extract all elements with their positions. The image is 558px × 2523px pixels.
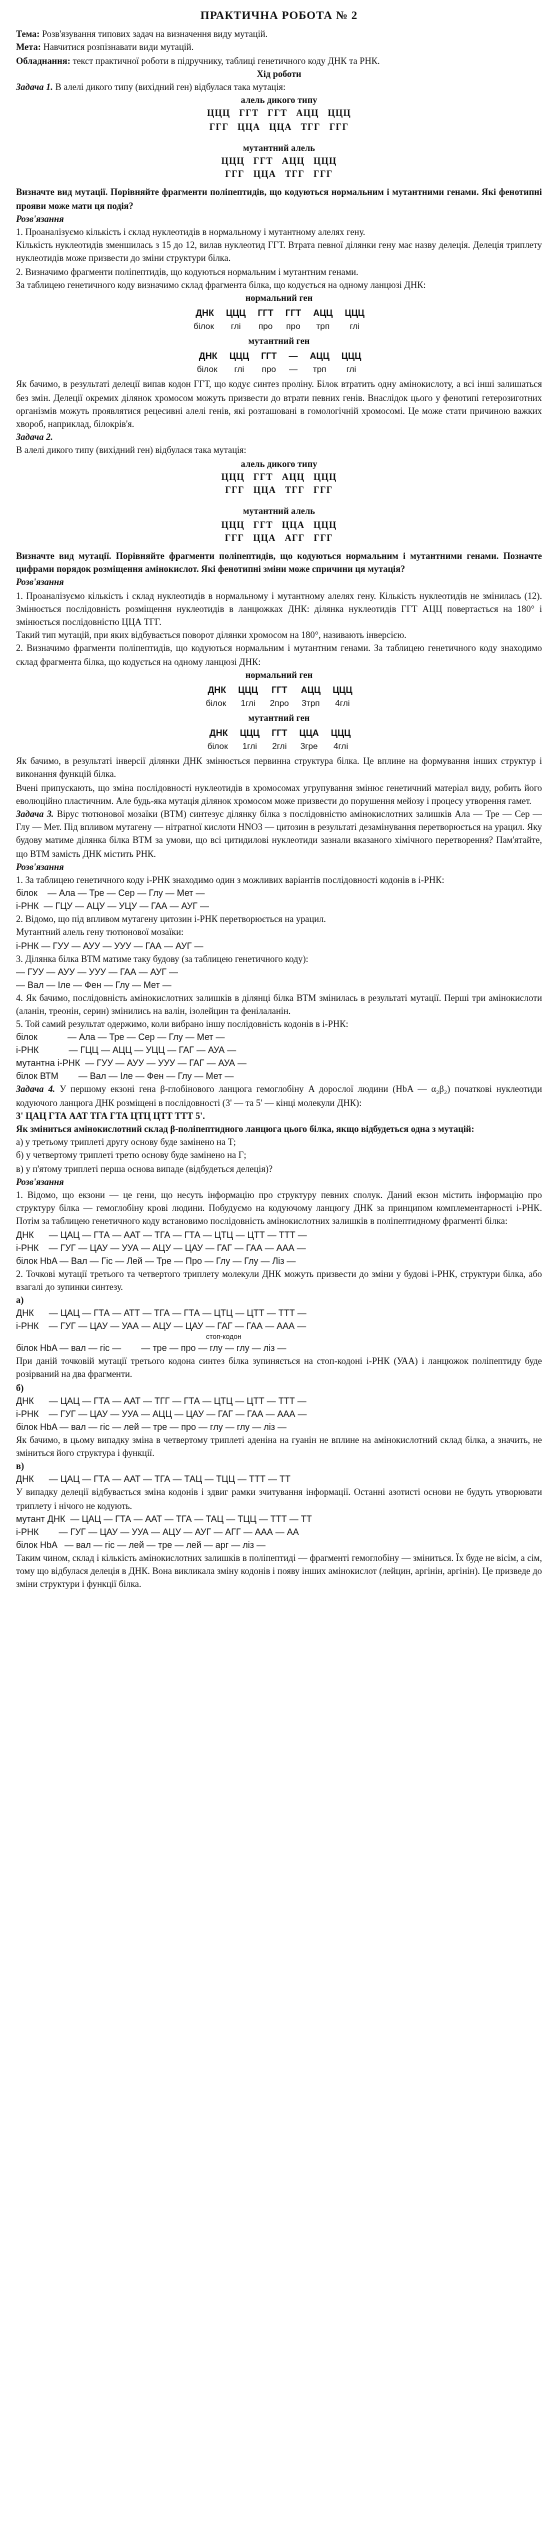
amino-acid: 4глі — [335, 697, 350, 708]
task3-row-aminoacids: — Вал — Іле — Фен — Глу — Мет — — [16, 979, 172, 990]
codon: ЦЦЦ — [225, 308, 246, 319]
task2-wild-top: ЦЦЦ ГГТ АЦЦ ЦЦЦ — [221, 471, 337, 482]
task1-mut-bottom: ГГГ ЦЦА ТГГ ГГГ — [225, 169, 333, 180]
task2-mut-top: ЦЦЦ ГГТ ЦЦА ЦЦЦ — [221, 519, 337, 530]
task3-step2: 2. Відомо, що під впливом мутагену цитозин і-РНК перетворюється на урацил. — [16, 914, 326, 925]
task1-conclusion: Як бачимо, в результаті делеції випав кодон ГГТ, що кодує синтез проліну. Білок втратить одну амінокислоту, а всі інші залишаться без змін. Делеції окремих ділянок хромосом можуть призвести до втрати певних генів. Внаслідок цього у фенотипі гетерозиготних організмів можуть проявлятися рецесивні алелі генів, які розташовані в гомологічній хромосомі. Це може стати причиною важких хвороб, наприклад, білокрів'я. — [16, 379, 542, 430]
amino-acid: про — [258, 321, 273, 332]
codon: ЦЦЦ — [330, 728, 351, 739]
task4-b-text: Як бачимо, в цьому випадку зміна в четвертому триплеті аденіна на гуанін не вплине на амінокислотний склад білка, а значить, не зміниться його структура і функції. — [16, 1434, 542, 1459]
codon: ЦЦЦ — [238, 684, 258, 695]
task2-wild-label: алель дикого типу — [240, 458, 318, 469]
amino-acid: трп — [316, 321, 330, 332]
task3-step2b: Мутантний алель гену тютюнової мозаїки: — [16, 927, 184, 938]
codon: ГГТ — [257, 308, 274, 319]
task2-statement — [16, 431, 542, 444]
task1-mut-table — [191, 350, 367, 376]
task4-c-label: в) — [16, 1461, 25, 1472]
equip-line — [16, 55, 542, 68]
task1-label: Задача 1. — [16, 82, 53, 93]
task2-mut-label: мутантний алель — [243, 506, 315, 517]
task1-wild-top: ЦЦЦ ГГТ ГГТ АЦЦ ЦЦЦ — [206, 108, 352, 119]
amino-acid: 1глі — [242, 741, 258, 752]
codon: ГГТ — [261, 351, 277, 362]
dna-label: ДНК — [198, 351, 218, 362]
goal-label: Мета: — [16, 42, 41, 53]
task4-qb: б) у четвертому триплеті третю основу буде замінено на Г; — [16, 1150, 247, 1161]
codon: АЦЦ — [300, 684, 321, 695]
amino-acid: глі — [234, 364, 245, 375]
task2-normal-table — [200, 684, 359, 710]
task4-a-dna: ДНК — ЦАЦ — ГТА — АТТ — ТГА — ГТА — ЦТЦ — ЦТТ — ТТТ — — [16, 1308, 307, 1319]
task4-c-protein: білок HbA — вал — гіс — лей — тре — лей — арг — ліз — — [16, 1539, 266, 1550]
amino-acid: про — [261, 364, 277, 375]
task3-row-codons: — ГУУ — АУУ — УУУ — ГАА — АУГ — — [16, 966, 178, 977]
task4-sequence: 3' ЦАЦ ГТА ААТ ТГА ГТА ЦТЦ ЦТТ ТТТ 5'. — [16, 1110, 205, 1121]
task2-question: Визначте вид мутації. Порівняйте фрагменти поліпептидів, що кодуються нормальним і мутантними генами. Позначте цифрами порядок розміщення амінокислот. Які фенотипні зміни може спричини ця мутація? — [16, 550, 542, 575]
task3-step4: 4. Як бачимо, послідовність амінокислотних залишків в ділянці білка ВТМ змінилась в результаті мутації. Перші три амінокислоти (аланін, треонін, серин) змінились на валін, ізолейцин та фенілаланін. — [16, 992, 542, 1016]
topic-line — [16, 28, 542, 41]
task1-normal-label: нормальний ген — [245, 293, 313, 304]
amino-acid: 2про — [269, 697, 289, 708]
task3-row-alt-protein: білок — Ала — Тре — Сер — Глу — Мет — — [16, 1032, 225, 1043]
codon: ЦЦЦ — [344, 308, 365, 319]
task4-qa: а) у третьому триплеті другу основу буде замінено на Т; — [16, 1137, 236, 1148]
task3-step5: 5. Той самий результат одержимо, коли вибрано іншу послідовність кодонів в і-РНК: — [16, 1019, 349, 1030]
task4-qc: в) у п'ятому триплеті перша основа випаде (відбудеться делеція)? — [16, 1163, 273, 1174]
task4-b-protein: білок HbA — вал — гіс — лей — тре — про — глу — глу — ліз — — [16, 1421, 287, 1432]
dna-label: ДНК — [195, 308, 214, 319]
task4-statement — [16, 1083, 542, 1109]
task3-step3: 3. Ділянка білка ВТМ матиме таку будову (за таблицею генетичного коду): — [16, 953, 309, 964]
dna-label: ДНК — [207, 684, 227, 695]
task4-text: У першому екзоні гена β-глобінового ланцюга гемоглобіну A дорослої людини (HbA — α₂β₂) початкові нуклеотиди кодуючого ланцюга ДНК розміщені в послідовності (3' — та 5' — кінці молекули ДНК): — [16, 1084, 543, 1108]
task3-label: Задача 3. — [16, 808, 54, 819]
task1-wild-label: алель дикого типу — [240, 95, 318, 106]
task2-mut-gene-label: мутантний ген — [248, 712, 310, 723]
task4-a-text: При даній точковій мутації третього кодона синтез білка зупиняється на стоп-кодоні і-РНК (УАА) і ланцюжок поліпептиду буде розірваний на два фрагменти. — [16, 1356, 542, 1380]
codon: АЦЦ — [309, 351, 330, 362]
task2-text: В алелі дикого типу (вихідний ген) відбулася така мутація: — [16, 445, 247, 456]
task3-row-alt-mut-rna: мутантна і-РНК — ГУУ — АУУ — УУУ — ГАГ — АУА — — [16, 1058, 247, 1069]
task4-row-protein: білок HbA — Вал — Гіс — Лей — Тре — Про — Глу — Глу — Ліз — — [16, 1255, 296, 1266]
task2-conclusion2: Вчені припускають, що зміна послідовності нуклеотидів в хромосомах угрупування змінює генетичний матеріал виду, робить його еволюційно пластичним. Але будь-яка мутація ділянок хромосом може призвести до порушення мейозу і процесу утворення гамет. — [16, 782, 542, 806]
task4-final: Таким чином, склад і кількість амінокислотних залишків в поліпептиді — фрагменті гемоглобіну — зміниться. Їх буде не вісім, а сім, тому що відбулася делеція в ДНК. Вона викликала зміну кодонів і появу інших амінокислот (лейцин, аргінін, аргінін). Це призведе до зміни структури і функції білка. — [16, 1552, 542, 1590]
task2-step2: 2. Визначимо фрагменти поліпептидів, що кодуються нормальним і мутантним генами. За таблицею генетичного коду знаходимо склад фрагмента білка, що кодується на одному ланцюзі ДНК: — [16, 643, 542, 667]
task3-row-rna: і-РНК — ГЦУ — АЦУ — УЦУ — ГАА — АУГ — — [16, 901, 209, 912]
amino-acid: глі — [230, 321, 241, 332]
task4-c-mutant: мутант ДНК — ЦАЦ — ГТА — ААТ — ТГА — ТАЦ — ТЦЦ — ТТТ — ТТ — [16, 1513, 312, 1524]
codon: ГГТ — [271, 684, 288, 695]
task3-step1: 1. За таблицею генетичного коду і-РНК знаходимо один з можливих варіантів послідовності кодонів в і-РНК: — [16, 874, 445, 885]
task4-b-rna: і-РНК — ГУГ — ЦАУ — УУА — АЦЦ — ЦАУ — ГАГ — ГАА — ААА — — [16, 1408, 307, 1419]
task1-step1: 1. Проаналізуємо кількість і склад нуклеотидів в нормальному і мутантному алелях гену. — [16, 227, 366, 238]
task4-c-dna: ДНК — ЦАЦ — ГТА — ААТ — ТГА — ТАЦ — ТЦЦ — ТТТ — ТТ — [16, 1474, 291, 1485]
task4-b-dna: ДНК — ЦАЦ — ГТА — ААТ — ТГГ — ГТА — ЦТЦ — ЦТТ — ТТТ — — [16, 1395, 307, 1406]
task1-statement — [16, 81, 542, 94]
task4-step2: 2. Точкові мутації третього та четвертого триплету молекули ДНК можуть призвести до зміни у будові і-РНК, структури білка, або взагалі до зупинки синтезу. — [16, 1268, 542, 1292]
codon: ЦЦЦ — [239, 728, 260, 739]
protein-label: білок — [205, 697, 227, 708]
codon: ГГТ — [285, 308, 302, 319]
task1-step2: 2. Визначимо фрагменти поліпептидів, що кодуються нормальним і мутантним генами. — [16, 266, 359, 277]
task2-mut-table — [201, 727, 356, 753]
task4-c-text: У випадку делеції відбувається зміна кодонів і здвиг рамки зчитування інформації. Останні азотисті основи не будуть утворювати триплету і нічого не кодують. — [16, 1487, 542, 1511]
amino-acid: глі — [349, 321, 360, 332]
equip-text: текст практичної роботи в підручнику, таблиці генетичного коду ДНК та РНК. — [72, 55, 380, 66]
task4-b-label: б) — [16, 1382, 24, 1393]
codon: ГГТ — [271, 728, 288, 739]
task4-row-rna: і-РНК — ГУГ — ЦАУ — УУА — АЦУ — ЦАУ — ГАГ — ГАА — ААА — — [16, 1242, 306, 1253]
topic-text: Розв'язування типових задач на визначення виду мутацій. — [42, 29, 268, 40]
task1-normal-table — [187, 307, 370, 333]
task2-normal-label: нормальний ген — [245, 669, 313, 680]
equip-label: Обладнання: — [16, 55, 71, 66]
task2-step1b: Такий тип мутацій, при яких відбувається поворот ділянки хромосом на 180°, називають інверсією. — [16, 630, 407, 641]
amino-acid: про — [286, 321, 301, 332]
task4-row-dna: ДНК — ЦАЦ — ГТА — ААТ — ТГА — ГТА — ЦТЦ — ЦТТ — ТТТ — — [16, 1229, 307, 1240]
task4-a-protein: білок HbA — вал — гіс — — тре — про — глу — глу — ліз — — [16, 1343, 287, 1354]
amino-acid: глі — [346, 364, 357, 375]
codon: ЦЦЦ — [341, 351, 362, 362]
codon: ЦЦЦ — [332, 684, 353, 695]
amino-acid: 4глі — [333, 741, 349, 752]
topic-label: Тема: — [16, 29, 40, 40]
page-title: ПРАКТИЧНА РОБОТА № 2 — [200, 10, 358, 22]
goal-text: Навчитися розпізнавати види мутацій. — [43, 42, 194, 53]
task2-conclusion: Як бачимо, в результаті інверсії ділянки ДНК змінюється первинна структура білка. Це вплине на формування інших структур і виконання функцій білка. — [16, 756, 542, 780]
dna-label: ДНК — [209, 728, 228, 739]
protein-label: білок — [193, 321, 214, 332]
task4-a-stop: стоп-кодон — [206, 1334, 242, 1342]
task3-row-alt-rna: і-РНК — ГЦЦ — АЦЦ — УЦЦ — ГАГ — АУА — — [16, 1045, 237, 1056]
task4-step1: 1. Відомо, що екзони — це гени, що несуть інформацію про структуру певних сполук. Даний екзон містить інформацію про структуру білка — гемоглобіну крові людини. Побудуємо на кодуючому ланцюгу ДНК за принципом комплементарності і-РНК. Потім за таблицею генетичного коду встановимо послідовність амінокислотних залишків в поліпептидному фрагменті білка: — [16, 1190, 542, 1227]
task4-label: Задача 4. — [16, 1084, 56, 1095]
task1-solution-label: Розв'язання — [16, 213, 64, 224]
amino-acid: 3гре — [300, 741, 318, 752]
amino-acid: — — [288, 364, 298, 375]
task1-step2b: За таблицею генетичного коду визначимо склад фрагмента білка, що кодується на одному ланцюзі ДНК: — [16, 279, 426, 290]
codon: АЦЦ — [313, 308, 333, 319]
task3-text: Вірус тютюнової мозаїки (ВТМ) синтезує ділянку білка з послідовністю амінокислотних залишків Ала — Тре — Сер — Глу — Мет. Під впливом мутагену — нітратної кислоти HNO3 — цитозин в результаті дезамінування перетворюється на урацил. Яку будову матиме ділянка білка ВТМ за умови, що всі цитидилові нуклеотиди зазнали вказаного хімічного перетворення? Пам'ятайте, що ВТМ замість ДНК містить РНК. — [16, 808, 542, 859]
protein-label: білок — [207, 741, 228, 752]
codon: — — [288, 351, 298, 362]
task3-row-alt-btm: білок ВТМ — Вал — Іле — Фен — Глу — Мет — — [16, 1071, 234, 1082]
amino-acid: трп — [312, 364, 327, 375]
goal-line — [16, 41, 542, 54]
task3-statement — [16, 808, 542, 861]
amino-acid: 1глі — [240, 697, 256, 708]
task2-wild-bottom: ГГГ ЦЦА ТГГ ГГГ — [225, 485, 333, 496]
task2-mut-bottom: ГГГ ЦЦА АГГ ГГГ — [224, 532, 334, 543]
task1-question: Визначте вид мутації. Порівняйте фрагменти поліпептидів, що кодуються нормальним і мутантними генами. Які фенотипні прояви може мати ця подія? — [16, 187, 542, 211]
task1-mut-label: мутантний алель — [243, 142, 315, 153]
task3-solution-label: Розв'язання — [16, 861, 64, 872]
task2-step1: 1. Проаналізуємо кількість і склад нуклеотидів в нормальному і мутантному алелях гену. Кількість нуклеотидів не змінилась (12). Змінюється послідовність розміщення нуклеотидів в ланцюжках ДНК: ділянка нуклеотидів ГГТ АЦЦ повертається на 180° і змінюється послідовністю ЦЦА ТГГ. — [16, 590, 542, 627]
codon: ЦЦА — [299, 728, 319, 739]
protein-label: білок — [196, 364, 218, 375]
task4-c-rna: і-РНК — ГУГ — ЦАУ — УУА — АЦУ — АУГ — АГГ — ААА — АА — [16, 1526, 299, 1537]
task1-text: В алелі дикого типу (вихідний ген) відбулася така мутація: — [55, 82, 286, 93]
amino-acid: 2глі — [272, 741, 287, 752]
task1-mut-gene-label: мутантний ген — [248, 336, 310, 347]
task3-row-mutant-rna: і-РНК — ГУУ — АУУ — УУУ — ГАА — АУГ — — [16, 940, 204, 951]
task1-mut-top: ЦЦЦ ГГТ АЦЦ ЦЦЦ — [221, 156, 337, 167]
task3-row-protein: білок — Ала — Тре — Сер — Глу — Мет — — [16, 888, 205, 899]
task4-a-label: а) — [16, 1295, 24, 1306]
task2-label: Задача 2. — [16, 432, 53, 443]
task2-solution-label: Розв'язання — [16, 577, 64, 588]
task1-wild-bottom: ГГГ ЦЦА ЦЦА ТГГ ГГГ — [209, 121, 349, 132]
task4-a-rna: і-РНК — ГУГ — ЦАУ — УАА — АЦУ — ЦАУ — ГАГ — ГАА — ААА — — [16, 1321, 307, 1332]
task1-step1b: Кількість нуклеотидів зменшилась з 15 до 12, вилав нуклеотид ГГТ. Втрата певної ділянки гену має назву делеція. Делеція триплету нуклеотидів може призвести до зміни структури білка. — [16, 240, 542, 264]
task4-solution-label: Розв'язання — [16, 1176, 64, 1187]
amino-acid: 3трп — [301, 697, 320, 708]
codon: ЦЦЦ — [229, 351, 250, 362]
course-heading: Хід роботи — [256, 68, 302, 79]
task4-question: Як зміниться амінокислотний склад β-поліпептидного ланцюга цього білка, якщо відбудеться одна з мутацій: — [16, 1124, 475, 1134]
